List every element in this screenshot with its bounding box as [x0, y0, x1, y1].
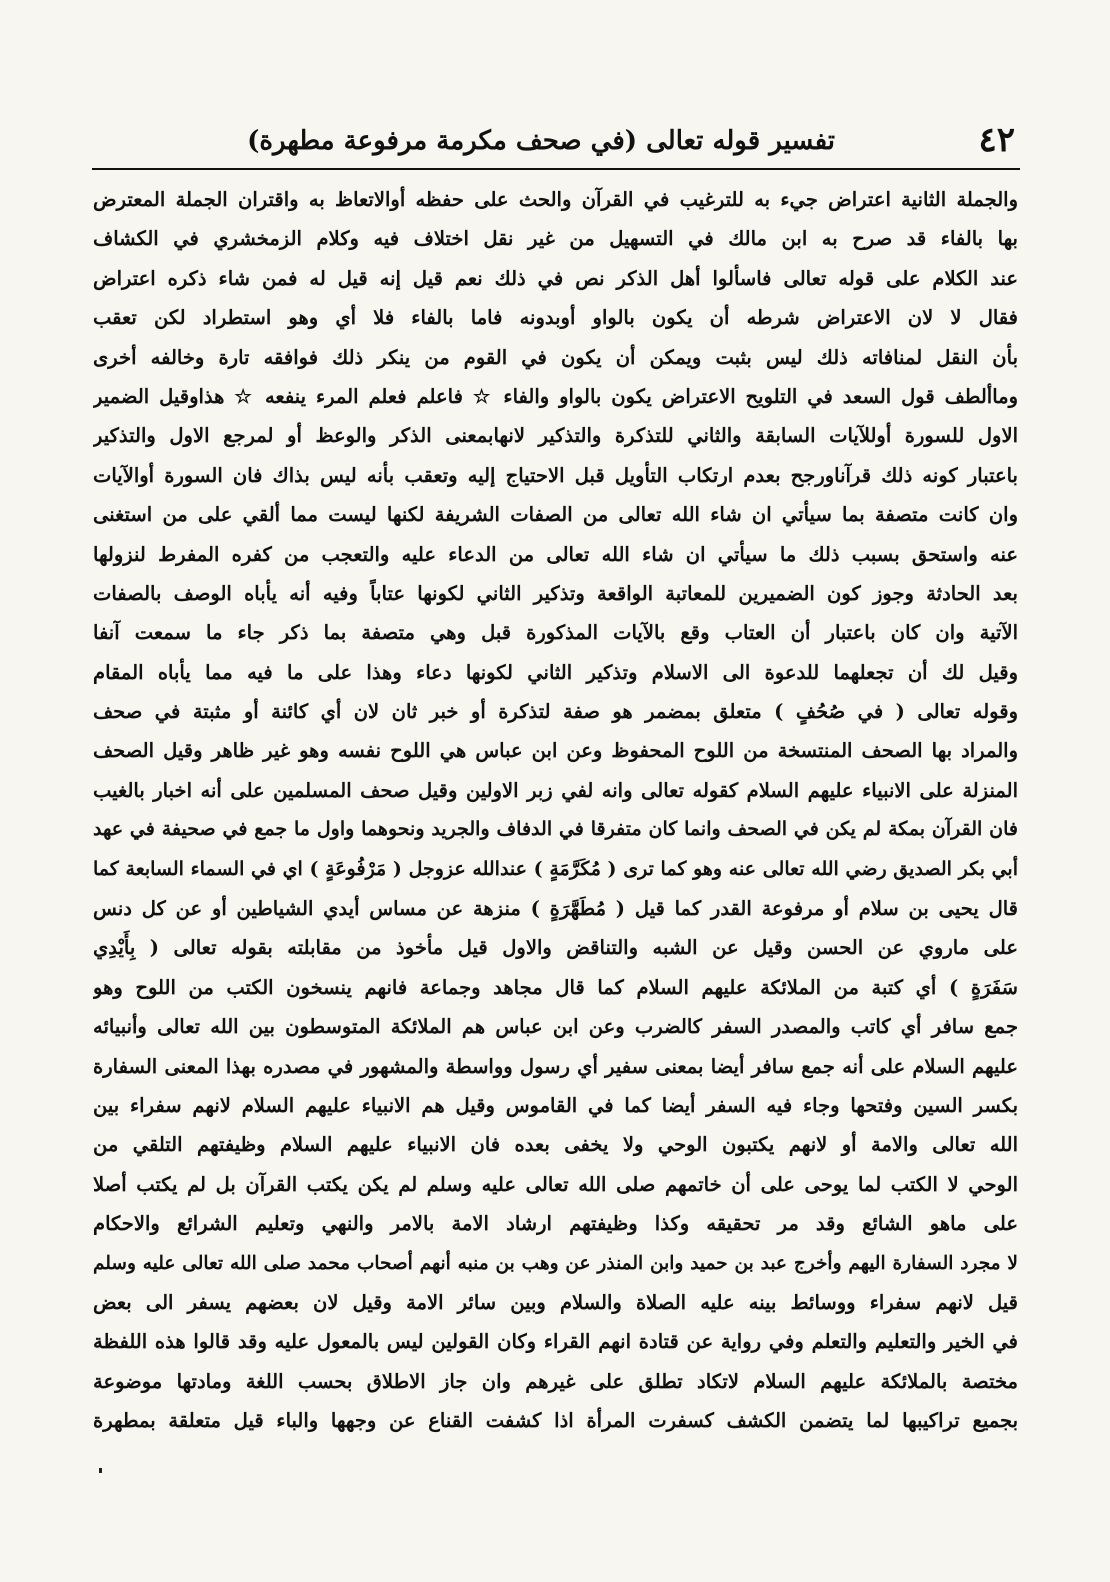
- text-line: الاول للسورة أوللآيات السابقة والثاني للتذكرة والتذكير لانهابمعنى الذكر والوعظ أو لمرجع الاول والتذكير: [93, 424, 1018, 448]
- text-line: باعتبار كونه ذلك قرآناورجح بعدم ارتكاب التأويل قبل الاحتياج إليه وتعقب بأنه ليس بذاك فان السورة أوالآيات: [93, 463, 1018, 487]
- text-line: فان القرآن بمكة لم يكن في الصحف وانما كان متفرقا في الدفاف والجريد ونحوهما واول ما جمع في صحيفة في عهد: [93, 818, 1018, 841]
- text-line: وان كانت متصفة بما سيأتي ان شاء الله تعالى من الصفات الشريفة لكنها ليست مما ألقي على من استغنى: [93, 503, 1018, 527]
- text-line: عند الكلام على قوله تعالى فاسألوا أهل الذكر نص في ذلك نعم قيل إنه قيل له فمن شاء ذكره اعتراض: [93, 266, 1018, 290]
- text-line: الوحي لا الكتب لما يوحى على أن خاتمهم صلى الله تعالى عليه وسلم لم يكن يكتب القرآن بل لم يكتب أصلا: [93, 1172, 1018, 1196]
- text-line: جمع سافر أي كاتب والمصدر السفر كالضرب وعن ابن عباس هم الملائكة المتوسطون بين الله تعالى وأنبيائه: [93, 1015, 1018, 1039]
- text-line: والجملة الثانية اعتراض جيء به للترغيب في القرآن والحث على حفظه أوالاتعاظ به واقتران الجملة المعترض: [93, 188, 1018, 211]
- text-line: بكسر السين وفتحها وجاء فيه السفر أيضا كما في القاموس وقيل هم الانبياء عليهم السلام لانهم سفراء بين: [93, 1093, 1018, 1117]
- text-line: بعد الحادثة وجوز كون الضميرين للمعاتبة الواقعة وتذكير الثاني لكونها عتاباً وفيه أنه يأباه الوصف بالصفات: [93, 581, 1018, 605]
- body-text: [93, 180, 1018, 1441]
- text-line: بجميع تراكيبها لما يتضمن الكشف كسفرت المرأة اذا كشفت القناع عن وجهها والباء قيل متعلقة بمطهرة: [93, 1409, 1018, 1433]
- text-line: عليهم السلام على أنه جمع سافر أيضا بمعنى سفير أي رسول وواسطة والمشهور في مصدره بهذا المعنى السفارة: [93, 1054, 1018, 1078]
- page-number: ٤٢: [978, 120, 1015, 160]
- text-line: بها بالفاء قد صرح به ابن مالك في التسهيل من غير نقل اختلاف فيه وكلام الزمخشري في الكشاف: [93, 227, 1018, 251]
- text-line: قيل لانهم سفراء ووسائط بينه عليه الصلاة والسلام وبين سائر الامة وقيل لان بعضهم يسفر الى بعض: [93, 1290, 1018, 1314]
- text-line: لا مجرد السفارة اليهم وأخرج عبد بن حميد وابن المنذر عن وهب بن منبه أنهم أصحاب محمد صلى الله تعالى عليه وسلم: [93, 1252, 1018, 1274]
- text-line: وقوله تعالى ( في صُحُفٍ ) متعلق بمضمر هو صفة لتذكرة أو خبر ثان لان أي كائنة أو مثبتة في صحف: [93, 700, 1018, 724]
- running-title: تفسير قوله تعالى (في صحف مكرمة مرفوعة مطهرة): [247, 126, 835, 156]
- text-line: الآتية وان كان باعتبار أن العتاب وقع بالآيات المذكورة قبل وهي متصفة بما ذكر جاء ما سمعت آنفا: [93, 621, 1018, 645]
- text-line: وقيل لك أن تجعلهما للدعوة الى الاسلام وتذكير الثاني لكونها دعاء وهذا على ما فيه مما يأباه المقام: [93, 660, 1018, 684]
- text-line: المنزلة على الانبياء عليهم السلام كقوله تعالى وانه لفي زبر الاولين وقيل صحف المسلمين على أنه اخبار بالغيب: [93, 778, 1018, 802]
- text-line: مختصة بالملائكة عليهم السلام لاتكاد تطلق على غيرهم وان جاز الاطلاق بحسب اللغة ومادتها موضوعة: [93, 1369, 1018, 1393]
- text-line: فقال لا لان الاعتراض شرطه أن يكون بالواو أوبدونه فاما بالفاء فلا أي وهو استطراد لكن تعقب: [93, 306, 1018, 330]
- text-line: بأن النقل لمنافاته ذلك ليس بثبت ويمكن أن يكون في القوم من ينكر ذلك فوافقه تارة وخالفه أخرى: [93, 345, 1018, 369]
- text-line: أبي بكر الصديق رضي الله تعالى عنه وهو كما ترى ( مُكَرَّمَةٍ ) عندالله عزوجل ( مَرْفُوعَةٍ ) اي في السماء السابعة كما: [93, 857, 1018, 880]
- text-line: عنه واستحق بسبب ذلك ما سيأتي ان شاء الله تعالى من الدعاء عليه والتعجب من كفره المفرط لنزولها: [93, 542, 1018, 566]
- ink-mark: [99, 1468, 102, 1473]
- text-line: سَفَرَةٍ ) أي كتبة من الملائكة عليهم السلام كما قال مجاهد وجماعة فانهم ينسخون الكتب من اللوح وهو: [93, 975, 1018, 999]
- text-line: قال يحيى بن سلام أو مرفوعة القدر كما قيل ( مُطَهَّرَةٍ ) منزهة عن مساس أيدي الشياطين أو عن كل دنس: [93, 897, 1018, 921]
- text-line: على ماروي عن الحسن وقيل عن الشبه والتناقض والاول قيل مأخوذ من مقابلته بقوله تعالى ( بِأَيْدِي: [93, 936, 1018, 960]
- header-rule: [92, 168, 1020, 170]
- text-line: على ماهو الشائع وقد مر تحقيقه وكذا وظيفتهم ارشاد الامة بالامر والنهي وتعليم الشرائع والاحكام: [93, 1212, 1018, 1236]
- text-line: الله تعالى والامة أو لانهم يكتبون الوحي ولا يخفى بعده فان الانبياء عليهم السلام وظيفتهم التلقي من: [93, 1133, 1018, 1157]
- page-header: [95, 112, 1015, 162]
- text-line: والمراد بها الصحف المنتسخة من اللوح المحفوظ وعن ابن عباس هي اللوح نفسه وهو غير ظاهر وقيل الصحف: [93, 739, 1018, 763]
- text-line: وماألطف قول السعد في التلويح الاعتراض يكون بالواو والفاء ☆ فاعلم فعلم المرء ينفعه ☆ هذاوقيل الضمير: [93, 384, 1018, 408]
- text-line: في الخير والتعليم والتعلم وفي رواية عن قتادة انهم القراء وكان القولين ليس بالمعول عليه وقد قالوا هذه اللفظة: [93, 1330, 1018, 1354]
